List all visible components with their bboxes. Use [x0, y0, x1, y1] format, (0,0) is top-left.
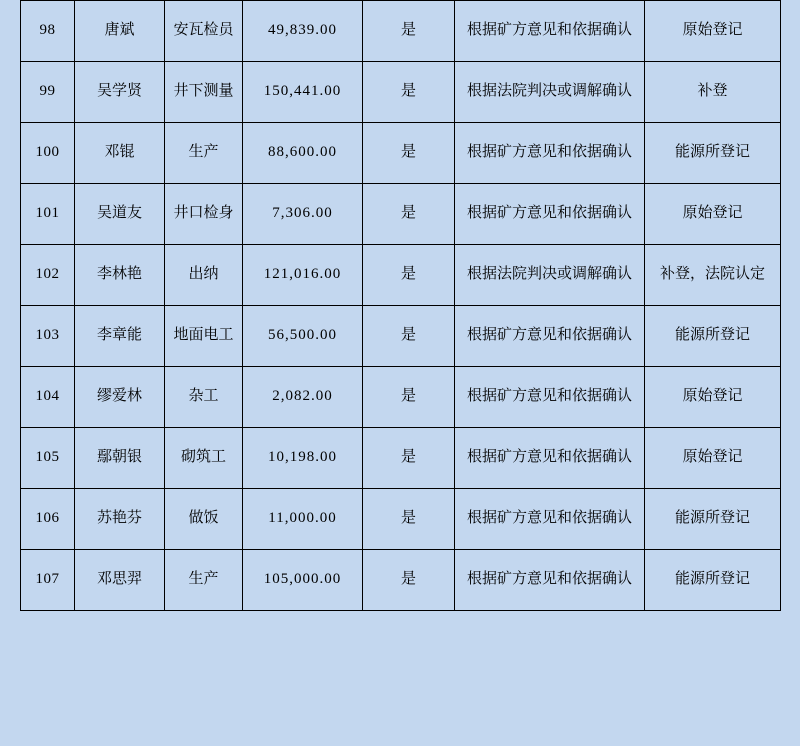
cell-amount: 2,082.00	[243, 367, 363, 428]
cell-index: 104	[21, 367, 75, 428]
cell-index: 103	[21, 306, 75, 367]
cell-job: 生产	[165, 123, 243, 184]
cell-confirmed: 是	[363, 62, 455, 123]
cell-name: 邓锟	[75, 123, 165, 184]
cell-amount: 88,600.00	[243, 123, 363, 184]
table-row	[21, 1, 781, 62]
cell-index: 99	[21, 62, 75, 123]
cell-index: 106	[21, 489, 75, 550]
table-row	[21, 428, 781, 489]
cell-name: 邓思羿	[75, 550, 165, 611]
cell-confirmed: 是	[363, 550, 455, 611]
cell-amount: 11,000.00	[243, 489, 363, 550]
cell-index: 105	[21, 428, 75, 489]
cell-confirmed: 是	[363, 184, 455, 245]
cell-confirmed: 是	[363, 306, 455, 367]
cell-confirmed: 是	[363, 367, 455, 428]
cell-registration: 原始登记	[645, 367, 781, 428]
table-row	[21, 62, 781, 123]
cell-basis: 根据矿方意见和依据确认	[455, 550, 645, 611]
cell-confirmed: 是	[363, 123, 455, 184]
cell-name: 李章能	[75, 306, 165, 367]
table-body	[21, 1, 781, 611]
cell-name: 缪爱林	[75, 367, 165, 428]
cell-job: 砌筑工	[165, 428, 243, 489]
cell-registration: 补登，法院认定	[645, 245, 781, 306]
cell-basis: 根据法院判决或调解确认	[455, 62, 645, 123]
cell-amount: 121,016.00	[243, 245, 363, 306]
cell-job: 生产	[165, 550, 243, 611]
cell-job: 做饭	[165, 489, 243, 550]
cell-registration: 原始登记	[645, 184, 781, 245]
cell-registration: 能源所登记	[645, 123, 781, 184]
cell-name: 苏艳芬	[75, 489, 165, 550]
cell-registration: 补登	[645, 62, 781, 123]
cell-name: 吴道友	[75, 184, 165, 245]
table-row	[21, 367, 781, 428]
cell-basis: 根据矿方意见和依据确认	[455, 367, 645, 428]
cell-registration: 能源所登记	[645, 489, 781, 550]
cell-name: 鄢朝银	[75, 428, 165, 489]
cell-amount: 105,000.00	[243, 550, 363, 611]
cell-index: 101	[21, 184, 75, 245]
cell-registration: 原始登记	[645, 1, 781, 62]
table-row	[21, 245, 781, 306]
cell-amount: 7,306.00	[243, 184, 363, 245]
cell-name: 吴学贤	[75, 62, 165, 123]
cell-index: 98	[21, 1, 75, 62]
table-row	[21, 306, 781, 367]
cell-amount: 49,839.00	[243, 1, 363, 62]
cell-confirmed: 是	[363, 245, 455, 306]
cell-basis: 根据矿方意见和依据确认	[455, 123, 645, 184]
cell-amount: 150,441.00	[243, 62, 363, 123]
cell-index: 100	[21, 123, 75, 184]
table-row	[21, 123, 781, 184]
cell-registration: 原始登记	[645, 428, 781, 489]
cell-confirmed: 是	[363, 428, 455, 489]
cell-job: 井下测量	[165, 62, 243, 123]
cell-amount: 56,500.00	[243, 306, 363, 367]
cell-job: 杂工	[165, 367, 243, 428]
cell-basis: 根据矿方意见和依据确认	[455, 428, 645, 489]
cell-registration: 能源所登记	[645, 306, 781, 367]
cell-basis: 根据矿方意见和依据确认	[455, 1, 645, 62]
cell-name: 李林艳	[75, 245, 165, 306]
cell-basis: 根据矿方意见和依据确认	[455, 306, 645, 367]
cell-name: 唐斌	[75, 1, 165, 62]
cell-job: 安瓦检员	[165, 1, 243, 62]
cell-confirmed: 是	[363, 489, 455, 550]
table-row	[21, 489, 781, 550]
claims-registration-table	[20, 0, 781, 611]
cell-job: 井口检身	[165, 184, 243, 245]
cell-index: 102	[21, 245, 75, 306]
cell-job: 出纳	[165, 245, 243, 306]
table-row	[21, 550, 781, 611]
cell-index: 107	[21, 550, 75, 611]
table-row	[21, 184, 781, 245]
cell-basis: 根据法院判决或调解确认	[455, 245, 645, 306]
cell-registration: 能源所登记	[645, 550, 781, 611]
cell-basis: 根据矿方意见和依据确认	[455, 489, 645, 550]
cell-job: 地面电工	[165, 306, 243, 367]
cell-confirmed: 是	[363, 1, 455, 62]
cell-amount: 10,198.00	[243, 428, 363, 489]
cell-basis: 根据矿方意见和依据确认	[455, 184, 645, 245]
